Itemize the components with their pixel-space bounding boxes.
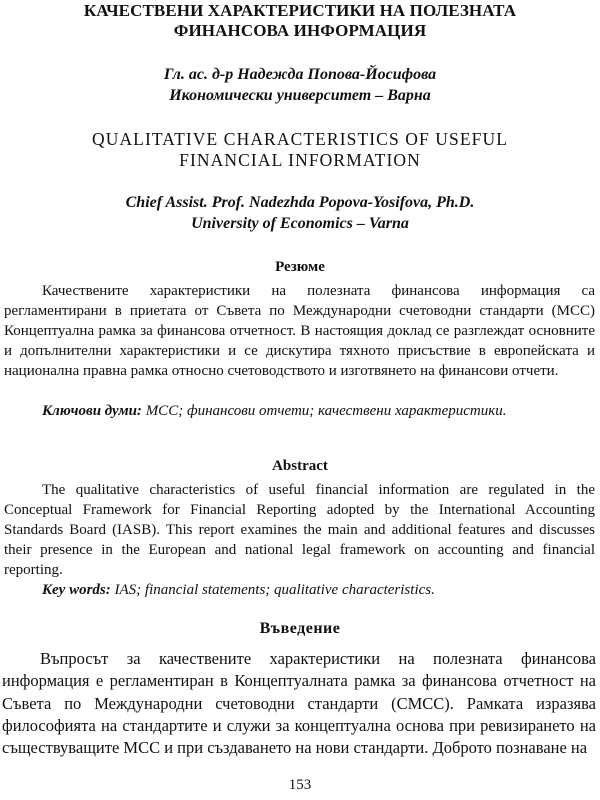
abstract-keywords-text: IAS; financial statements; qualitative characteristics. xyxy=(114,582,435,598)
title-en-line1: QUALITATIVE CHARACTERISTICS OF USEFUL xyxy=(91,129,509,149)
introduction-paragraph: Въпросът за качествените характеристики на полезната финансова информация е регламентиран в Концептуалната рамка за финансова отчетност на Съвета по Международни счетоводни стандарти (СМСС). Рамката изразява философията на стандартите и служи за концептуална основа при ревизирането на съществуващите МСС и при създаването на нови стандарти. Доброто познаване на xyxy=(2,649,596,758)
abstract-paragraph: The qualitative characteristics of useful financial information are regulated in the Conceptual Framework for Financial Reporting adopted by the International Accounting Standards Board (IASB). This report examines the main and additional features and discusses their presence in the European and national legal framework on accounting and financial reporting. xyxy=(4,482,595,578)
resume-heading: Резюме xyxy=(275,259,325,275)
author-bg-name: Гл. ас. д-р Надежда Попова-Йосифова xyxy=(163,66,437,83)
author-en-name: Chief Assist. Prof. Nadezhda Popova-Yosifova, Ph.D. xyxy=(125,194,475,211)
abstract-heading: Abstract xyxy=(272,458,328,474)
resume-paragraph: Качествените характеристики на полезната финансова информация са регламентирани в приетата от Съвета по Международни счетоводни стандарти (МСС) Концептуална рамка за финансова отчетност. В настоящия доклад се разглеждат основните и допълнителни характеристики и се дискутира тяхното присъствие в европейската и национална правна рамка относно счетоводството и изготвянето на финансови отчети. xyxy=(4,283,595,379)
introduction-heading: Въведение xyxy=(259,620,341,637)
title-bg-line2: ФИНАНСОВА ИНФОРМАЦИЯ xyxy=(173,21,427,40)
abstract-keywords-label: Key words: xyxy=(42,582,111,598)
resume-keywords-text: МСС; финансови отчети; качествени характеристики. xyxy=(145,403,507,419)
author-bg-affiliation: Икономически университет – Варна xyxy=(169,87,431,104)
title-en-line2: FINANCIAL INFORMATION xyxy=(179,150,421,170)
resume-keywords-label: Ключови думи: xyxy=(42,403,142,419)
title-bg-line1: КАЧЕСТВЕНИ ХАРАКТЕРИСТИКИ НА ПОЛЕЗНАТА xyxy=(83,1,517,20)
abstract-keywords xyxy=(4,580,595,600)
resume-keywords xyxy=(4,401,595,421)
page-number: 153 xyxy=(288,777,312,793)
author-en-affiliation: University of Economics – Varna xyxy=(191,215,409,232)
